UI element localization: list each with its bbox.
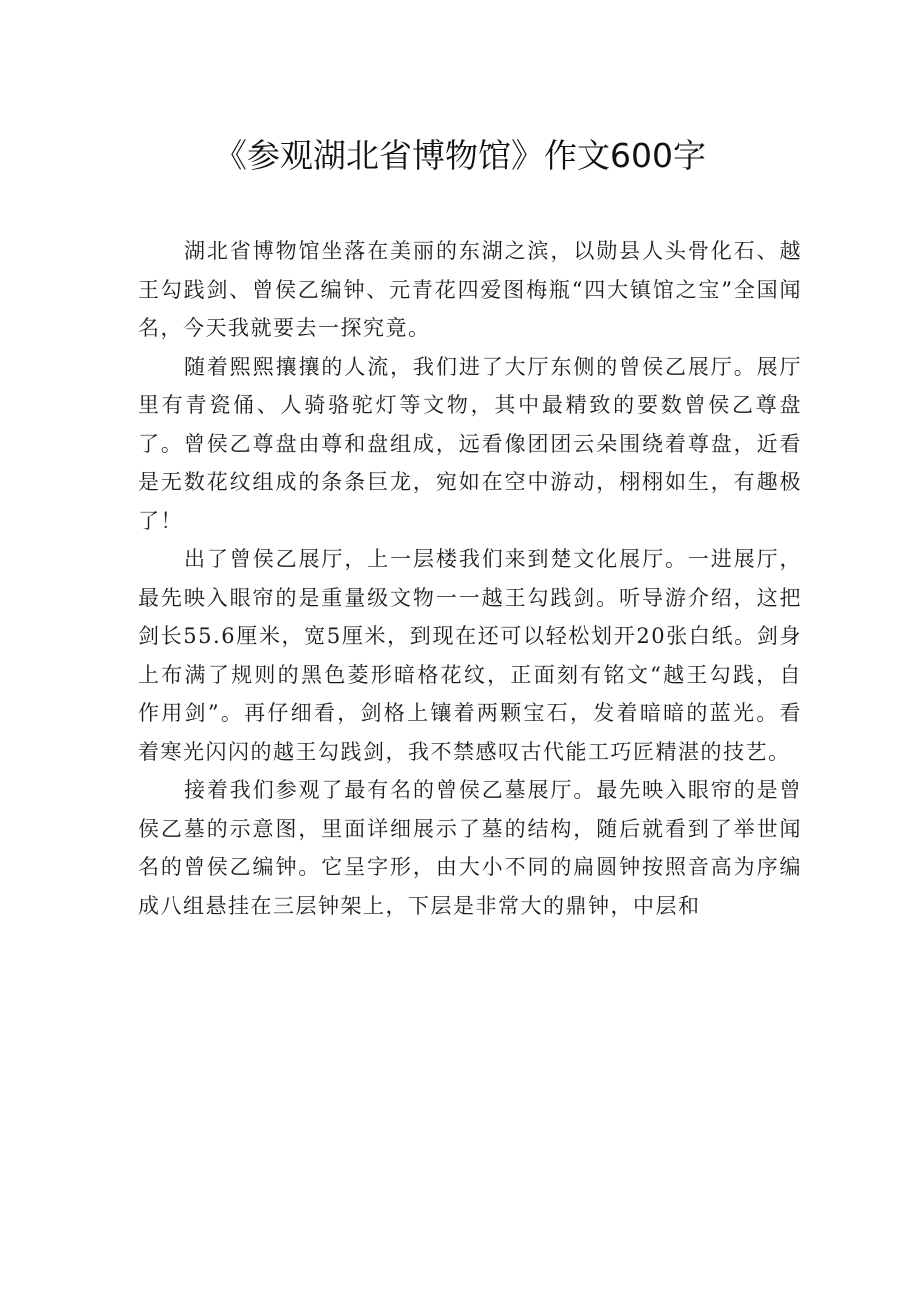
document-title: 《参观湖北省博物馆》作文600字 — [214, 136, 706, 175]
document-body — [138, 232, 802, 925]
paragraph-4: 接着我们参观了最有名的曾侯乙墓展厅。最先映入眼帘的是曾侯乙墓的示意图，里面详细展示了墓的结构，随后就看到了举世闻名的曾侯乙编钟。它呈字形，由大小不同的扁圆钟按照音高为序编成八组悬挂在三层钟架上，下层是非常大的鼎钟，中层和 — [138, 778, 802, 918]
paragraph-3: 出了曾侯乙展厅，上一层楼我们来到楚文化展厅。一进展厅，最先映入眼帘的是重量级文物一一越王勾践剑。听导游介绍，这把剑长55.6厘米，宽5厘米，到现在还可以轻松划开20张白纸。剑身上布满了规则的黑色菱形暗格花纹，正面刻有铭文“越王勾践，自作用剑”。再仔细看，剑格上镶着两颗宝石，发着暗暗的蓝光。看着寒光闪闪的越王勾践剑，我不禁感叹古代能工巧匠精湛的技艺。 — [138, 547, 802, 764]
paragraph-1: 湖北省博物馆坐落在美丽的东湖之滨，以勋县人头骨化石、越王勾践剑、曾侯乙编钟、元青花四爱图梅瓶“四大镇馆之宝”全国闻名，今天我就要去一探究竟。 — [138, 239, 802, 340]
paragraph-2: 随着熙熙攘攘的人流，我们进了大厅东侧的曾侯乙展厅。展厅里有青瓷俑、人骑骆驼灯等文物，其中最精致的要数曾侯乙尊盘了。曾侯乙尊盘由尊和盘组成，远看像团团云朵围绕着尊盘，近看是无数花纹组成的条条巨龙，宛如在空中游动，栩栩如生，有趣极了！ — [138, 354, 802, 533]
